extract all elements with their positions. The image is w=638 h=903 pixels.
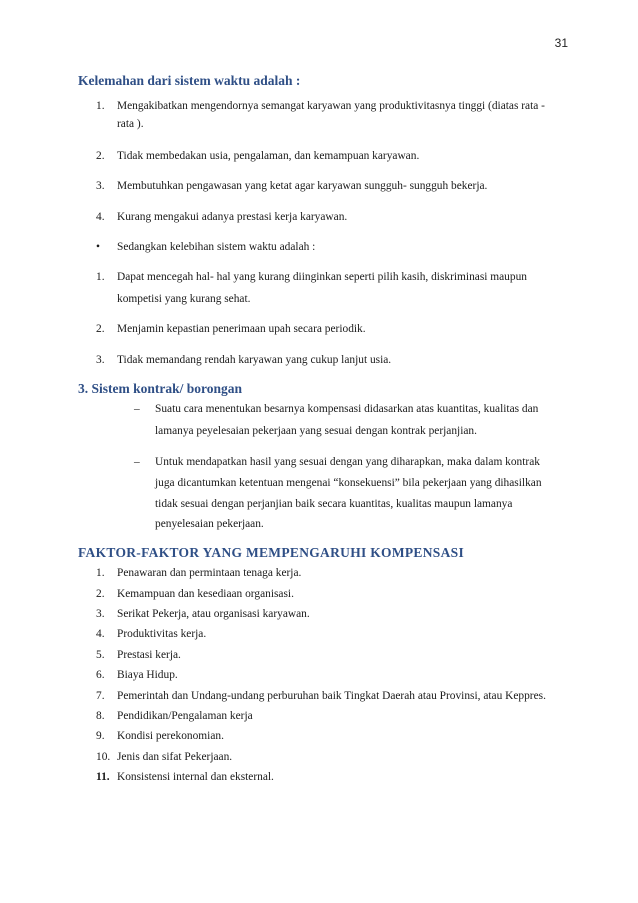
list-marker: 3. bbox=[96, 180, 105, 192]
list-text: Kondisi perekonomian. bbox=[117, 730, 224, 742]
list-marker: 1. bbox=[96, 567, 105, 579]
list-marker: 2. bbox=[96, 588, 105, 600]
heading-faktor: FAKTOR-FAKTOR YANG MEMPENGARUHI KOMPENSASI bbox=[78, 545, 464, 560]
list-marker: 5. bbox=[96, 649, 105, 661]
list-text: Serikat Pekerja, atau organisasi karyawan. bbox=[117, 608, 310, 620]
list-marker: 2. bbox=[96, 323, 105, 335]
list-text: Pemerintah dan Undang-undang perburuhan baik Tingkat Daerah atau Provinsi, atau Keppres. bbox=[117, 690, 546, 702]
list-marker: 8. bbox=[96, 710, 105, 722]
list-marker: 3. bbox=[96, 608, 105, 620]
list-text: penyelesaian pekerjaan. bbox=[155, 518, 264, 530]
list-text: Kurang mengakui adanya prestasi kerja karyawan. bbox=[117, 211, 348, 223]
list-marker: 1. bbox=[96, 100, 105, 112]
list-marker: 2. bbox=[96, 150, 105, 162]
list-text: Konsistensi internal dan eksternal. bbox=[117, 771, 274, 783]
page-number: 31 bbox=[554, 36, 568, 50]
list-marker: 10. bbox=[96, 751, 111, 763]
list-text: Suatu cara menentukan besarnya kompensasi didasarkan atas kuantitas, kualitas dan bbox=[155, 403, 539, 415]
list-marker: 4. bbox=[96, 211, 105, 223]
list-text: rata ). bbox=[117, 118, 144, 130]
list-text: Untuk mendapatkan hasil yang sesuai dengan yang diharapkan, maka dalam kontrak bbox=[155, 456, 540, 468]
list-text: Dapat mencegah hal- hal yang kurang diinginkan seperti pilih kasih, diskriminasi maupun bbox=[117, 271, 527, 283]
list-text: Tidak memandang rendah karyawan yang cukup lanjut usia. bbox=[117, 354, 392, 366]
list-text: tidak sesuai dengan perjanjian baik secara kuantitas, kualitas maupun lamanya bbox=[155, 498, 513, 510]
list-marker: 9. bbox=[96, 730, 105, 742]
list-marker: 4. bbox=[96, 628, 105, 640]
list-text: Produktivitas kerja. bbox=[117, 628, 207, 640]
list-text: Mengakibatkan mengendornya semangat karyawan yang produktivitasnya tinggi (diatas rata - bbox=[117, 100, 545, 112]
list-marker: 6. bbox=[96, 669, 105, 681]
list-text: Penawaran dan permintaan tenaga kerja. bbox=[117, 567, 302, 579]
list-marker: 7. bbox=[96, 690, 105, 702]
list-text: Biaya Hidup. bbox=[117, 669, 178, 681]
list-marker: 11. bbox=[96, 771, 110, 783]
list-text: Menjamin kepastian penerimaan upah secara periodik. bbox=[117, 323, 366, 335]
list-text: Jenis dan sifat Pekerjaan. bbox=[117, 751, 233, 763]
list-text: Prestasi kerja. bbox=[117, 649, 181, 661]
list-marker: 3. bbox=[96, 354, 105, 366]
list-marker: 1. bbox=[96, 271, 105, 283]
list-text: Pendidikan/Pengalaman kerja bbox=[117, 710, 253, 722]
list-text: kompetisi yang kurang sehat. bbox=[117, 293, 251, 305]
list-text: Membutuhkan pengawasan yang ketat agar karyawan sungguh- sungguh bekerja. bbox=[117, 180, 488, 192]
list-text: Tidak membedakan usia, pengalaman, dan kemampuan karyawan. bbox=[117, 150, 420, 162]
heading-sistem-kontrak: 3. Sistem kontrak/ borongan bbox=[78, 381, 243, 396]
list-text: Sedangkan kelebihan sistem waktu adalah : bbox=[117, 241, 316, 253]
list-text: lamanya peyelesaian pekerjaan yang sesuai dengan kontrak perjanjian. bbox=[155, 425, 477, 437]
list-text: Kemampuan dan kesediaan organisasi. bbox=[117, 588, 294, 600]
dash-marker: – bbox=[134, 403, 140, 415]
heading-kelemahan: Kelemahan dari sistem waktu adalah : bbox=[78, 73, 301, 88]
dash-marker: – bbox=[134, 456, 140, 468]
list-text: juga dicantumkan ketentuan mengenai “konsekuensi” bila pekerjaan yang dihasilkan bbox=[155, 477, 542, 489]
bullet-marker: • bbox=[96, 241, 100, 253]
